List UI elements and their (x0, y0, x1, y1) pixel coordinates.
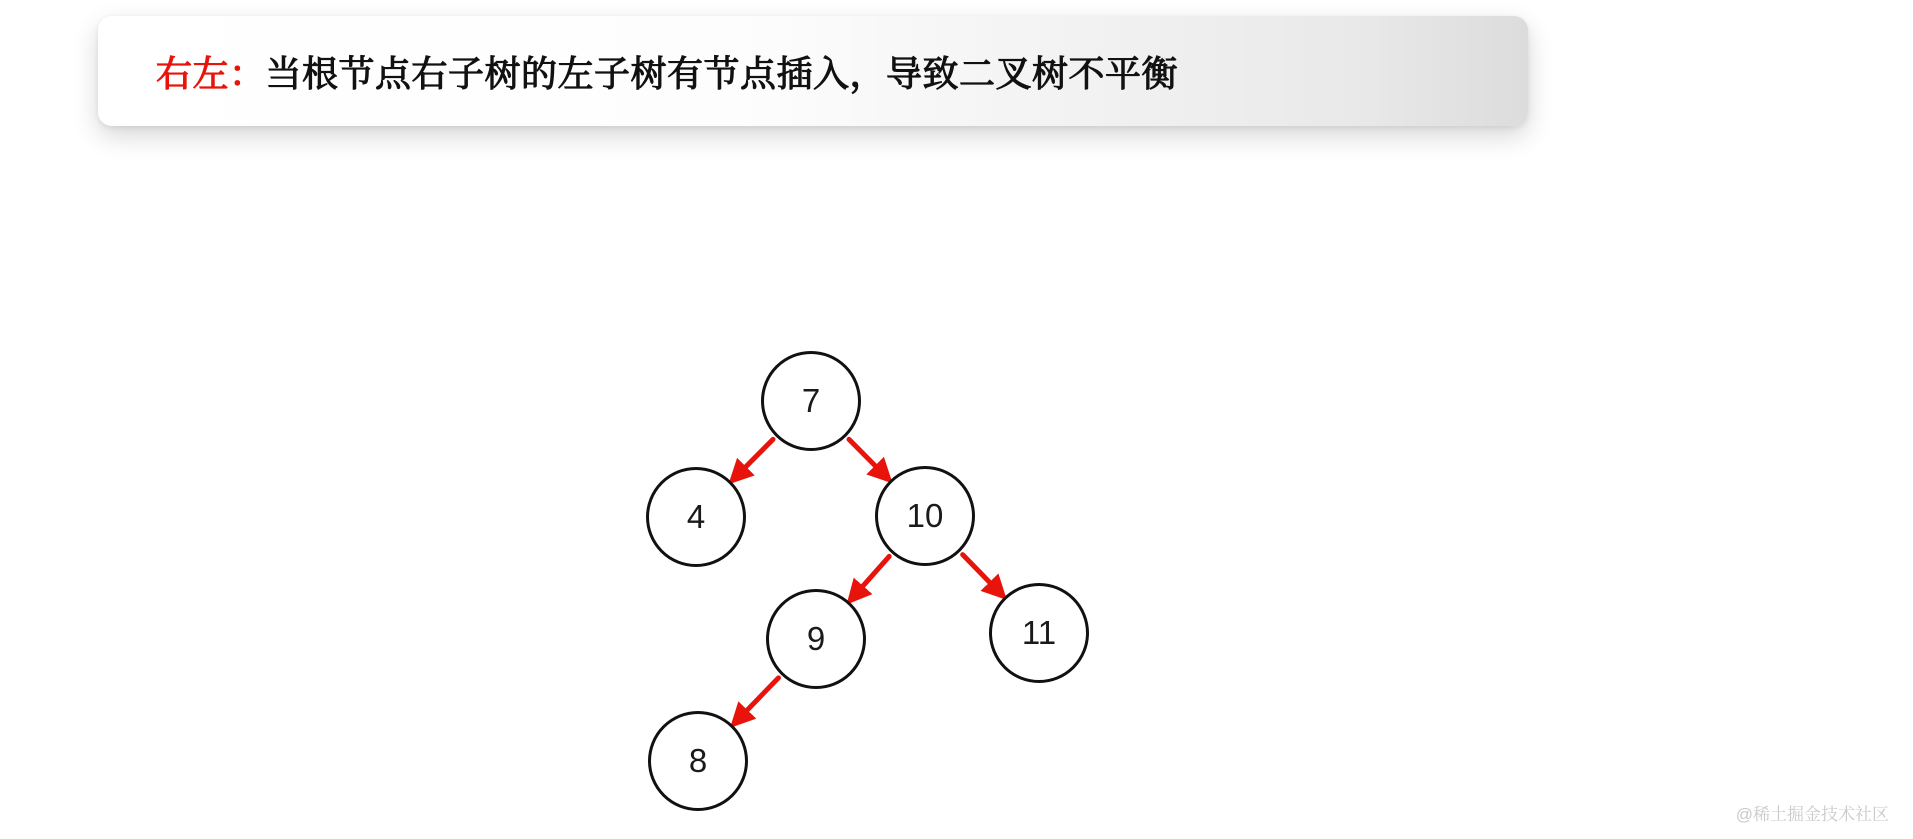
tree-node (766, 589, 866, 689)
tree-edge (738, 439, 773, 474)
tree-node (646, 467, 746, 567)
tree-node-label: 11 (1021, 614, 1057, 651)
tree-edge (740, 678, 779, 718)
tree-node-label: 9 (806, 620, 826, 657)
tree-node (989, 583, 1089, 683)
watermark: @稀土掘金技术社区 (1735, 805, 1889, 824)
tree-edge (856, 556, 889, 594)
tree-edge (849, 439, 883, 473)
tree-node (761, 351, 861, 451)
tree-node-label: 7 (801, 382, 821, 419)
banner-highlight: 右左： (156, 52, 266, 94)
tree-edge (963, 555, 997, 590)
info-banner (98, 16, 1528, 126)
tree-node (648, 711, 748, 811)
tree-node (875, 466, 975, 566)
tree-node-label: 8 (688, 742, 708, 779)
banner-text (156, 46, 1178, 97)
banner-body: 当根节点右子树的左子树有节点插入，导致二叉树不平衡 (265, 52, 1179, 94)
tree-node-label: 4 (686, 498, 706, 535)
tree-node-label: 10 (906, 497, 944, 534)
